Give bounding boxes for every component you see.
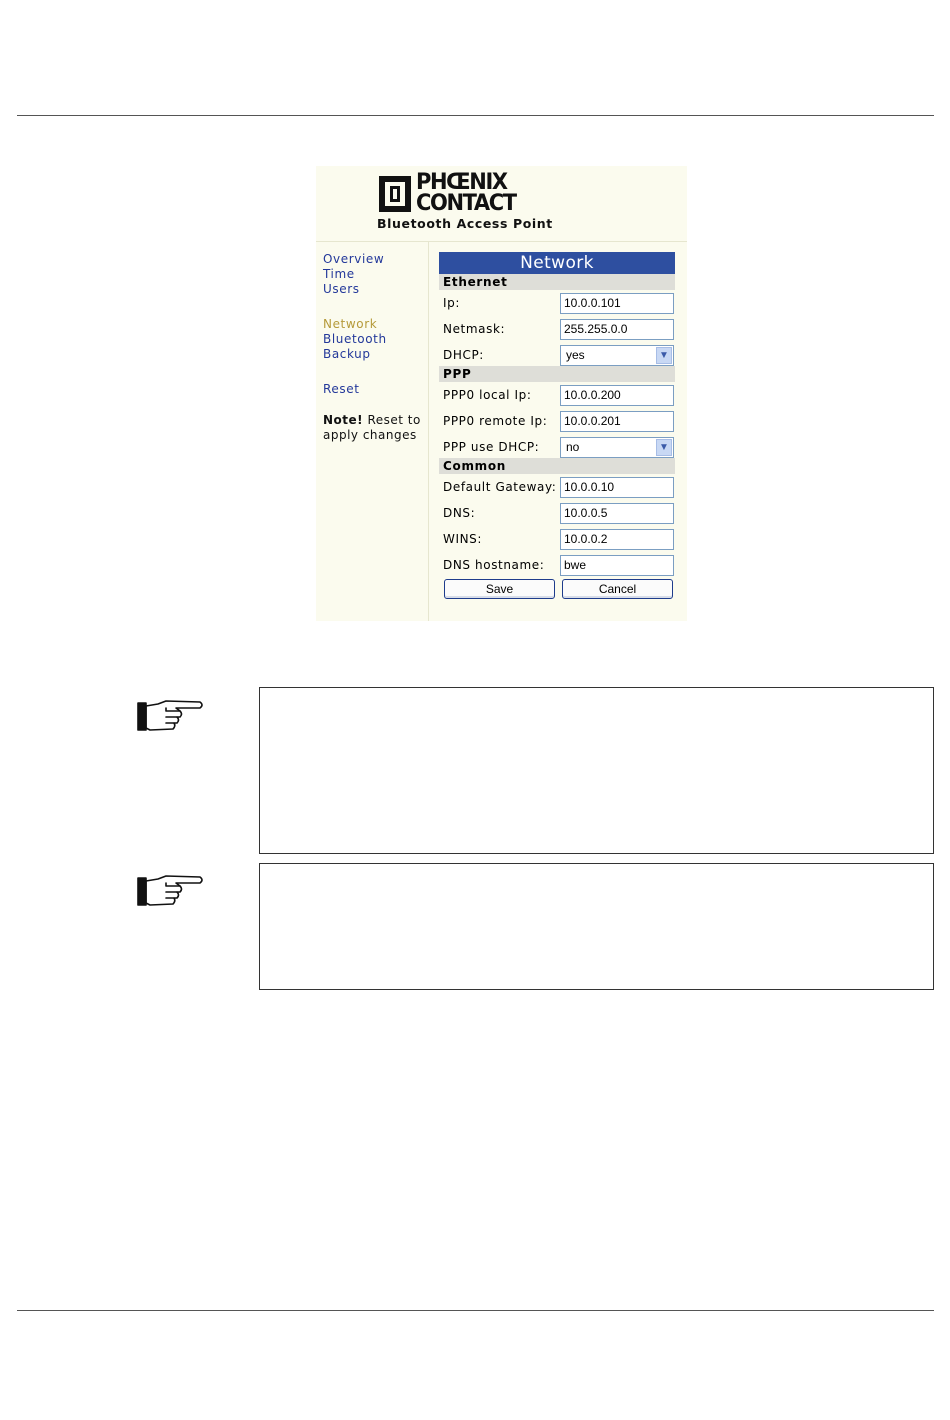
form-row-gateway: [439, 474, 675, 500]
nav-group: [323, 252, 427, 297]
note-box: [259, 863, 934, 990]
dhcp-select[interactable]: [560, 345, 674, 366]
brand-line-2: CONTACT: [416, 189, 516, 216]
ppp-dhcp-label: PPP use DHCP:: [443, 440, 540, 454]
section-ppp: PPP: [439, 366, 675, 382]
dns-input[interactable]: 10.0.0.5: [560, 503, 674, 524]
save-button[interactable]: Save: [444, 579, 555, 599]
note-box: [259, 687, 934, 854]
netmask-label: Netmask:: [443, 322, 506, 336]
ip-input[interactable]: 10.0.0.101: [560, 293, 674, 314]
dhcp-select-value: yes: [566, 348, 585, 362]
note-label: Note!: [323, 413, 364, 427]
ppp-remote-label: PPP0 remote Ip:: [443, 414, 548, 428]
wins-input[interactable]: 10.0.0.2: [560, 529, 674, 550]
netmask-input[interactable]: 255.255.0.0: [560, 319, 674, 340]
form-row-dns: [439, 500, 675, 526]
brand-line-1: PHŒNIX: [416, 168, 507, 195]
ppp-remote-ip-input[interactable]: 10.0.0.201: [560, 411, 674, 432]
cancel-button[interactable]: Cancel: [562, 579, 673, 599]
pointing-hand-icon: [136, 873, 206, 909]
form-row-wins: [439, 526, 675, 552]
pointing-hand-icon: [136, 698, 206, 734]
section-ethernet: Ethernet: [439, 274, 675, 290]
nav-link-bluetooth[interactable]: Bluetooth: [323, 332, 387, 346]
nav-group: [323, 317, 427, 362]
note-text: Reset to apply changes: [323, 413, 421, 442]
panel-divider: [316, 241, 687, 242]
form-title: Network: [439, 252, 675, 274]
screenshot-panel: [316, 166, 687, 621]
nav-link-overview[interactable]: Overview: [323, 252, 385, 266]
form-row-ppp-local: [439, 382, 675, 408]
ip-label: Ip:: [443, 296, 460, 310]
ppp-local-label: PPP0 local Ip:: [443, 388, 532, 402]
form-buttons: [439, 579, 675, 603]
sidebar-divider: [428, 242, 429, 621]
gateway-label: Default Gateway:: [443, 480, 557, 494]
phoenix-logo-icon: [379, 176, 411, 212]
form-row-ip: [439, 290, 675, 316]
form-row-hostname: [439, 552, 675, 578]
ppp-dhcp-select-value: no: [566, 440, 580, 454]
header-rule: [17, 115, 934, 116]
dns-label: DNS:: [443, 506, 476, 520]
hostname-label: DNS hostname:: [443, 558, 545, 572]
network-form: [439, 252, 675, 603]
wins-label: WINS:: [443, 532, 483, 546]
brand-logo-text: [416, 168, 546, 216]
dhcp-label: DHCP:: [443, 348, 484, 362]
logo-area: [316, 166, 687, 241]
footer-rule: [17, 1310, 934, 1311]
chevron-down-icon[interactable]: ▼: [656, 439, 672, 456]
hostname-input[interactable]: bwe: [560, 555, 674, 576]
section-common: Common: [439, 458, 675, 474]
chevron-down-icon[interactable]: ▼: [656, 347, 672, 364]
gateway-input[interactable]: 10.0.0.10: [560, 477, 674, 498]
nav-link-network[interactable]: Network: [323, 317, 378, 331]
nav-group: [323, 382, 427, 397]
ppp-dhcp-select[interactable]: [560, 437, 674, 458]
nav-link-time[interactable]: Time: [323, 267, 355, 281]
form-row-ppp-remote: [439, 408, 675, 434]
sidebar-nav: [323, 252, 427, 443]
nav-link-users[interactable]: Users: [323, 282, 360, 296]
ppp-local-ip-input[interactable]: 10.0.0.200: [560, 385, 674, 406]
reset-note: [323, 413, 427, 443]
form-row-netmask: [439, 316, 675, 342]
product-subtitle: Bluetooth Access Point: [377, 216, 553, 231]
nav-link-reset[interactable]: Reset: [323, 382, 360, 396]
form-row-ppp-dhcp: [439, 434, 675, 458]
form-row-dhcp: [439, 342, 675, 366]
nav-link-backup[interactable]: Backup: [323, 347, 371, 361]
